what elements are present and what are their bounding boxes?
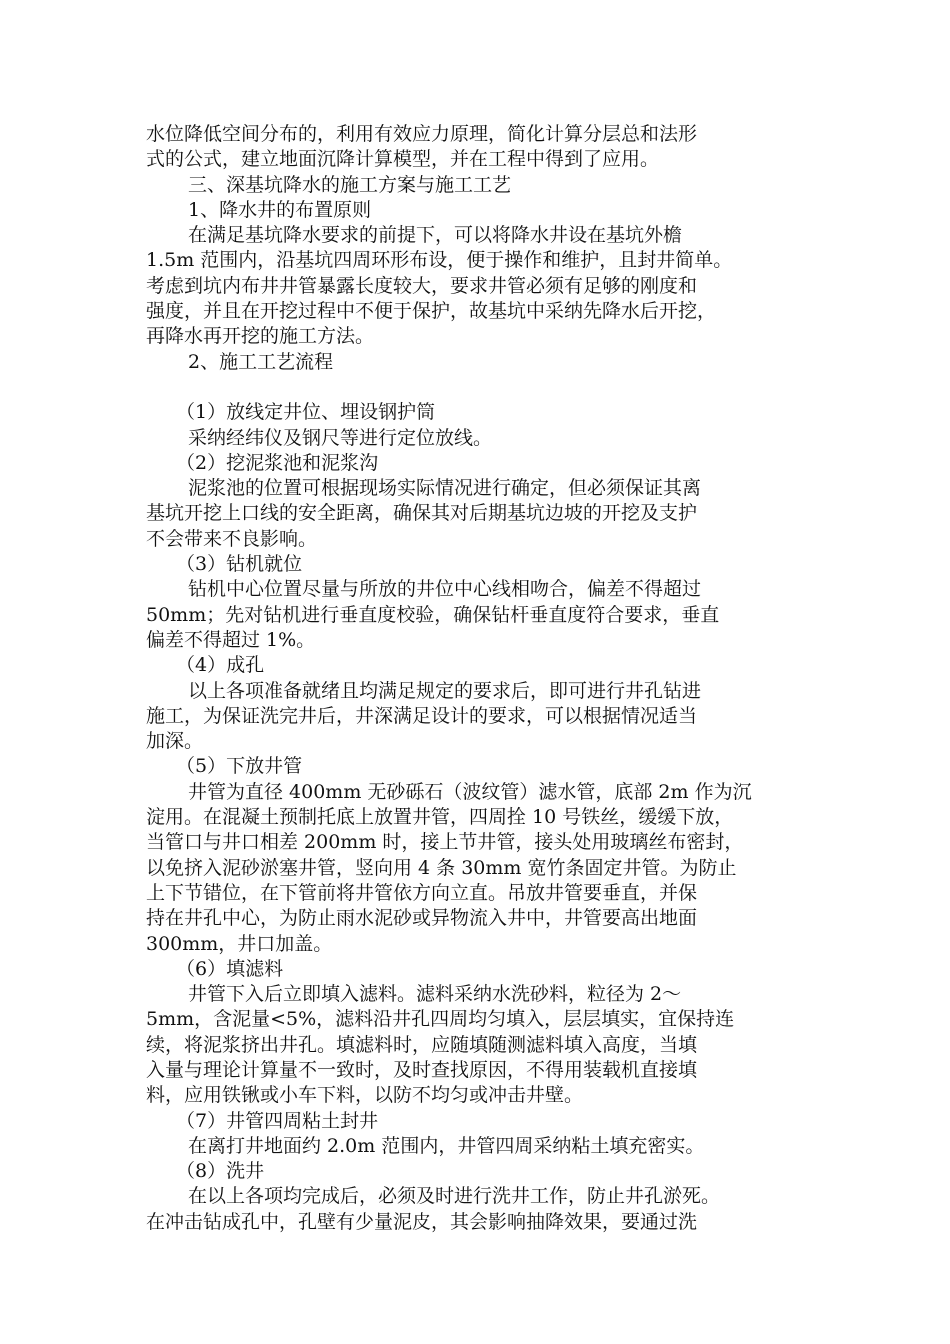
paragraph-line: 考虑到坑内布井井管暴露长度较大，要求井管必须有足够的刚度和 bbox=[146, 274, 698, 297]
paragraph-line: 以免挤入泥砂淤塞井管，竖向用 4 条 30mm 宽竹条固定井管。为防止 bbox=[146, 856, 737, 879]
step-heading: （7）井管四周粘土封井 bbox=[176, 1109, 379, 1132]
paragraph-line: 水位降低空间分布的，利用有效应力原理，简化计算分层总和法形 bbox=[146, 123, 698, 145]
step-heading: （6）填滤料 bbox=[176, 957, 284, 980]
paragraph-line: 50mm；先对钻机进行垂直度校验，确保钻杆垂直度符合要求，垂直 bbox=[146, 603, 720, 626]
paragraph-line: 5mm，含泥量<5%，滤料沿井孔四周均匀填入，层层填实，宜保持连 bbox=[146, 1008, 735, 1031]
paragraph-line: 再降水再开挖的施工方法。 bbox=[146, 325, 375, 348]
section-heading: 三、深基坑降水的施工方案与施工工艺 bbox=[188, 173, 512, 196]
subsection-heading: 1、降水井的布置原则 bbox=[188, 198, 372, 221]
paragraph-line: 在满足基坑降水要求的前提下，可以将降水井设在基坑外檐 bbox=[188, 224, 683, 247]
paragraph-line: 以上各项准备就绪且均满足规定的要求后，即可进行井孔钻进 bbox=[188, 679, 702, 702]
paragraph-line: 井管为直径 400mm 无砂砾石（波纹管）滤水管，底部 2m 作为沉 bbox=[188, 780, 752, 803]
paragraph-line: 加深。 bbox=[146, 730, 204, 753]
paragraph-line: 泥浆池的位置可根据现场实际情况进行确定，但必须保证其离 bbox=[188, 477, 702, 500]
paragraph-line: 当管口与井口相差 200mm 时，接上节井管，接头处用玻璃丝布密封， bbox=[146, 831, 744, 854]
paragraph-line: 持在井孔中心，为防止雨水泥砂或异物流入井中，井管要高出地面 bbox=[146, 907, 698, 930]
step-heading: （4）成孔 bbox=[176, 654, 265, 677]
paragraph-line: 在以上各项均完成后，必须及时进行洗井工作，防止井孔淤死。 bbox=[188, 1185, 721, 1208]
paragraph-line: 在冲击钻成孔中，孔壁有少量泥皮，其会影响抽降效果，要通过洗 bbox=[146, 1210, 698, 1233]
subsection-heading: 2、施工工艺流程 bbox=[188, 350, 334, 373]
paragraph-line: 采纳经纬仪及钢尺等进行定位放线。 bbox=[188, 426, 493, 449]
paragraph-line: 不会带来不良影响。 bbox=[146, 527, 318, 550]
paragraph-line: 续，将泥浆挤出井孔。填滤料时，应随填随测滤料填入高度，当填 bbox=[146, 1033, 698, 1056]
paragraph-line: 强度，并且在开挖过程中不便于保护，故基坑中采纳先降水后开挖， bbox=[146, 300, 717, 323]
step-heading: （2）挖泥浆池和泥浆沟 bbox=[176, 451, 379, 474]
step-heading: （3）钻机就位 bbox=[176, 553, 303, 576]
paragraph-line: 上下节错位，在下管前将井管依方向立直。吊放井管要垂直，并保 bbox=[146, 881, 698, 904]
step-heading: （5）下放井管 bbox=[176, 755, 303, 778]
paragraph-line: 入量与理论计算量不一致时，及时查找原因，不得用装载机直接填 bbox=[146, 1058, 698, 1081]
paragraph-line: 在离打井地面约 2.0m 范围内，井管四周采纳粘土填充密实。 bbox=[188, 1134, 705, 1157]
step-heading: （8）洗井 bbox=[176, 1160, 265, 1183]
paragraph-line: 施工，为保证洗完井后，井深满足设计的要求，可以根据情况适当 bbox=[146, 704, 698, 727]
paragraph-line: 料，应用铁锹或小车下料，以防不均匀或冲击井壁。 bbox=[146, 1084, 584, 1107]
paragraph-line: 基坑开挖上口线的安全距离，确保其对后期基坑边坡的开挖及支护 bbox=[146, 502, 698, 525]
paragraph-line: 1.5m 范围内，沿基坑四周环形布设，便于操作和维护，且封井简单。 bbox=[146, 249, 733, 272]
paragraph-line: 300mm，井口加盖。 bbox=[146, 932, 333, 955]
paragraph-line: 式的公式，建立地面沉降计算模型，并在工程中得到了应用。 bbox=[146, 148, 660, 171]
paragraph-line: 井管下入后立即填入滤料。滤料采纳水洗砂料，粒径为 2～ bbox=[188, 983, 682, 1006]
blank-line bbox=[146, 375, 810, 400]
paragraph-line: 钻机中心位置尽量与所放的井位中心线相吻合，偏差不得超过 bbox=[188, 578, 702, 601]
paragraph-line: 偏差不得超过 1%。 bbox=[146, 628, 316, 651]
document-body bbox=[146, 122, 810, 1235]
step-heading: （1）放线定井位、埋设钢护筒 bbox=[176, 401, 436, 424]
paragraph-line: 淀用。在混凝土预制托底上放置井管，四周拴 10 号铁丝，缓缓下放， bbox=[146, 806, 734, 829]
